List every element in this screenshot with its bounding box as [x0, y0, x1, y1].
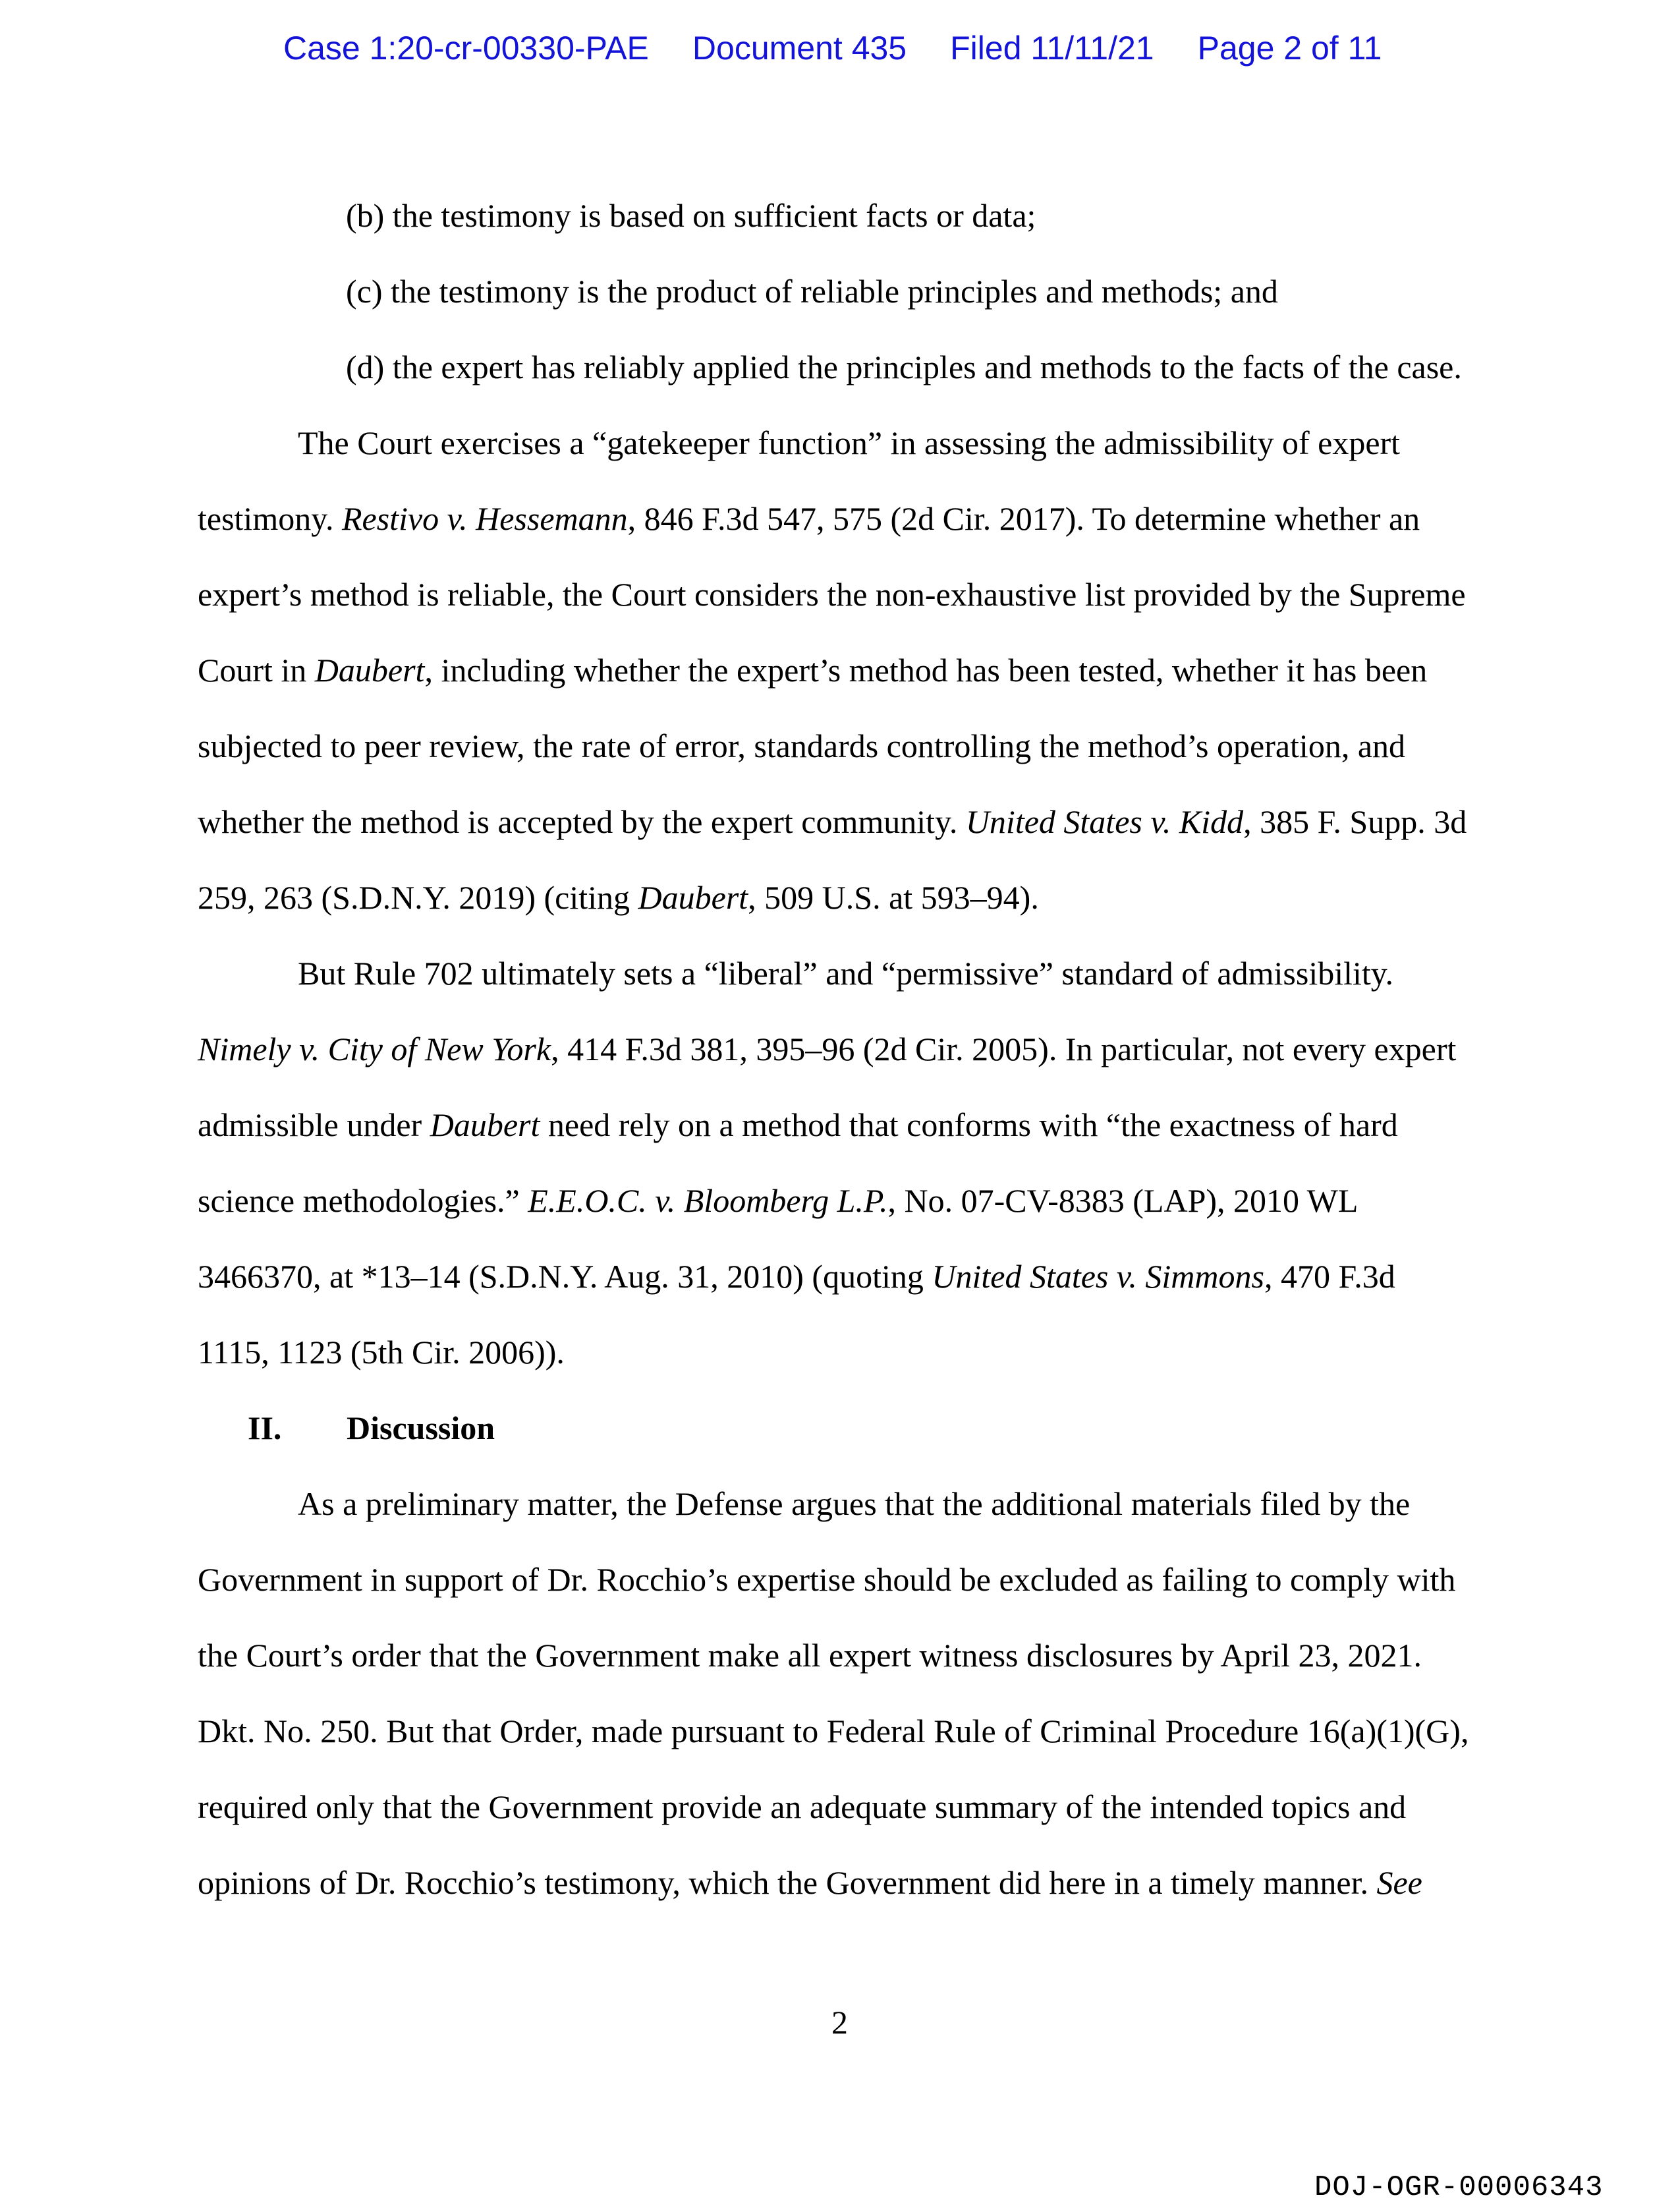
para3-line: the Court’s order that the Government make all expert witness disclosures by April 23, 2021. — [198, 1637, 1422, 1674]
para2-line: 1115, 1123 (5th Cir. 2006)). — [198, 1334, 565, 1371]
rule-item-c: (c) the testimony is the product of reliable principles and methods; and — [346, 273, 1278, 310]
filed-date: Filed 11/11/21 — [950, 30, 1154, 67]
para3-line: opinions of Dr. Rocchio’s testimony, which the Government did here in a timely manner. See — [198, 1864, 1422, 1901]
signal-see: See — [1376, 1864, 1422, 1901]
case-citation: United States v. Simmons — [932, 1258, 1264, 1295]
para1-line: whether the method is accepted by the expert community. United States v. Kidd, 385 F. Supp. 3d — [198, 803, 1467, 840]
para1-line: The Court exercises a “gatekeeper function” in assessing the admissibility of expert — [298, 424, 1401, 461]
para1-line: expert’s method is reliable, the Court considers the non-exhaustive list provided by the Supreme — [198, 576, 1466, 613]
document-number: Document 435 — [692, 30, 907, 67]
rule-item-b: (b) the testimony is based on sufficient facts or data; — [346, 197, 1036, 234]
bates-number: DOJ-OGR-00006343 — [1314, 2171, 1604, 2204]
para3-line: As a preliminary matter, the Defense argues that the additional materials filed by the — [298, 1485, 1411, 1522]
para1-line: 259, 263 (S.D.N.Y. 2019) (citing Daubert, 509 U.S. at 593–94). — [198, 879, 1039, 916]
para3-line: Government in support of Dr. Rocchio’s expertise should be excluded as failing to comply with — [198, 1561, 1456, 1598]
para2-line: 3466370, at *13–14 (S.D.N.Y. Aug. 31, 2010) (quoting United States v. Simmons, 470 F.3d — [198, 1258, 1395, 1295]
section-number: II. — [248, 1409, 282, 1446]
para2-line: science methodologies.” E.E.O.C. v. Bloomberg L.P., No. 07-CV-8383 (LAP), 2010 WL — [198, 1182, 1358, 1219]
page-number: 2 — [831, 2004, 848, 2041]
para3-line: required only that the Government provide an adequate summary of the intended topics and — [198, 1788, 1407, 1825]
page-indicator: Page 2 of 11 — [1197, 30, 1382, 67]
para2-line: But Rule 702 ultimately sets a “liberal” and “permissive” standard of admissibility. — [298, 955, 1394, 992]
case-citation: E.E.O.C. v. Bloomberg L.P. — [528, 1182, 888, 1219]
rule-item-d: (d) the expert has reliably applied the principles and methods to the facts of the case. — [346, 349, 1462, 385]
para2-line: Nimely v. City of New York, 414 F.3d 381, 395–96 (2d Cir. 2005). In particular, not every expert — [198, 1031, 1457, 1067]
case-citation: Daubert — [314, 652, 425, 689]
case-citation: Daubert — [638, 879, 748, 916]
case-citation: Restivo v. Hessemann — [341, 500, 628, 537]
ecf-header — [283, 29, 1403, 67]
para2-line: admissible under Daubert need rely on a method that conforms with “the exactness of hard — [198, 1106, 1398, 1143]
case-number: Case 1:20-cr-00330-PAE — [283, 30, 649, 67]
section-title: Discussion — [347, 1409, 495, 1446]
case-citation: United States v. Kidd — [965, 803, 1244, 840]
case-citation: Daubert — [430, 1106, 540, 1143]
para3-line: Dkt. No. 250. But that Order, made pursuant to Federal Rule of Criminal Procedure 16(a)(1)(G), — [198, 1713, 1469, 1749]
para1-line: subjected to peer review, the rate of error, standards controlling the method’s operation, and — [198, 727, 1406, 764]
case-citation: Nimely v. City of New York — [198, 1031, 551, 1067]
para1-line: testimony. Restivo v. Hessemann, 846 F.3d 547, 575 (2d Cir. 2017). To determine whether an — [198, 500, 1420, 537]
para1-line: Court in Daubert, including whether the expert’s method has been tested, whether it has been — [198, 652, 1428, 689]
